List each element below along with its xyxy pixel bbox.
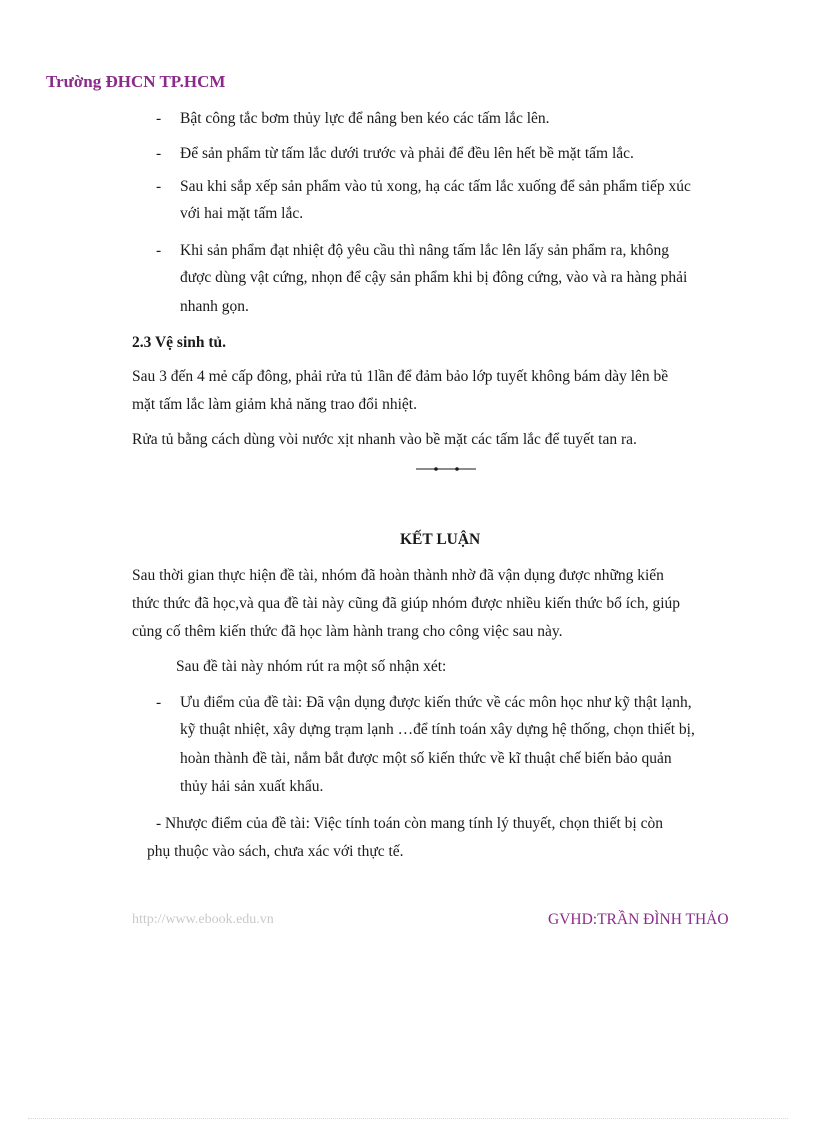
list-item-line: với hai mặt tấm lắc. (180, 205, 304, 222)
paragraph-line: Sau đề tài này nhóm rút ra một số nhận xét: (176, 658, 447, 675)
conclusion-heading: KẾT LUẬN (400, 531, 481, 548)
bullet-dash: - (156, 242, 162, 259)
list-item-line: kỹ thuật nhiệt, xây dựng trạm lạnh …để tính toán xây dựng hệ thống, chọn thiết bị, (180, 721, 695, 738)
bullet-dash: - (156, 110, 162, 127)
footer-website: http://www.ebook.edu.vn (132, 912, 274, 927)
separator-ornament (412, 462, 480, 476)
footer-advisor: GVHD:TRẦN ĐÌNH THẢO (548, 911, 729, 928)
paragraph-line: mặt tấm lắc làm giảm khả năng trao đổi nhiệt. (132, 396, 417, 413)
bullet-dash: - (156, 178, 162, 195)
paragraph-line: củng cố thêm kiến thức đã học làm hành trang cho công việc sau này. (132, 623, 563, 640)
paragraph-line: Rửa tủ bằng cách dùng vòi nước xịt nhanh vào bề mặt các tấm lắc để tuyết tan ra. (132, 431, 637, 448)
section-heading: 2.3 Vệ sinh tủ. (132, 334, 227, 351)
list-item-line: hoàn thành đề tài, nắm bắt được một số kiến thức về kĩ thuật chế biến bảo quản (180, 750, 672, 767)
list-item-line: Để sản phẩm từ tấm lắc dưới trước và phải để đều lên hết bề mặt tấm lắc. (180, 145, 634, 162)
paragraph-line: Sau 3 đến 4 mẻ cấp đông, phải rửa tủ 1lần để đảm bảo lớp tuyết không bám dày lên bề (132, 368, 669, 385)
paragraph-line: - Nhược điểm của đề tài: Việc tính toán còn mang tính lý thuyết, chọn thiết bị còn (156, 815, 663, 832)
paragraph-line: thức thức đã học,và qua đề tài này cũng đã giúp nhóm được nhiều kiến thức bổ ích, giúp (132, 595, 680, 612)
bullet-dash: - (156, 145, 162, 162)
bullet-dash: - (156, 694, 162, 711)
list-item-line: nhanh gọn. (180, 298, 249, 315)
list-item-line: thủy hải sản xuất khẩu. (180, 778, 324, 795)
list-item-line: Bật công tắc bơm thủy lực để nâng ben kéo các tấm lắc lên. (180, 110, 550, 127)
page-bottom-rule (28, 1118, 788, 1119)
list-item-line: Khi sản phẩm đạt nhiệt độ yêu cầu thì nâng tấm lắc lên lấy sản phẩm ra, không (180, 242, 669, 259)
paragraph-line: Sau thời gian thực hiện đề tài, nhóm đã hoàn thành nhờ đã vận dụng được những kiến (132, 567, 664, 584)
paragraph-line: phụ thuộc vào sách, chưa xác với thực tế. (147, 843, 404, 860)
list-item-line: Sau khi sắp xếp sản phẩm vào tủ xong, hạ các tấm lắc xuống để sản phẩm tiếp xúc (180, 178, 691, 195)
list-item-line: được dùng vật cứng, nhọn để cậy sản phẩm khi bị đông cứng, vào và ra hàng phải (180, 269, 688, 286)
list-item-line: Ưu điểm của đề tài: Đã vận dụng được kiến thức về các môn học như kỹ thật lạnh, (180, 694, 692, 711)
school-header: Trường ĐHCN TP.HCM (46, 72, 226, 91)
